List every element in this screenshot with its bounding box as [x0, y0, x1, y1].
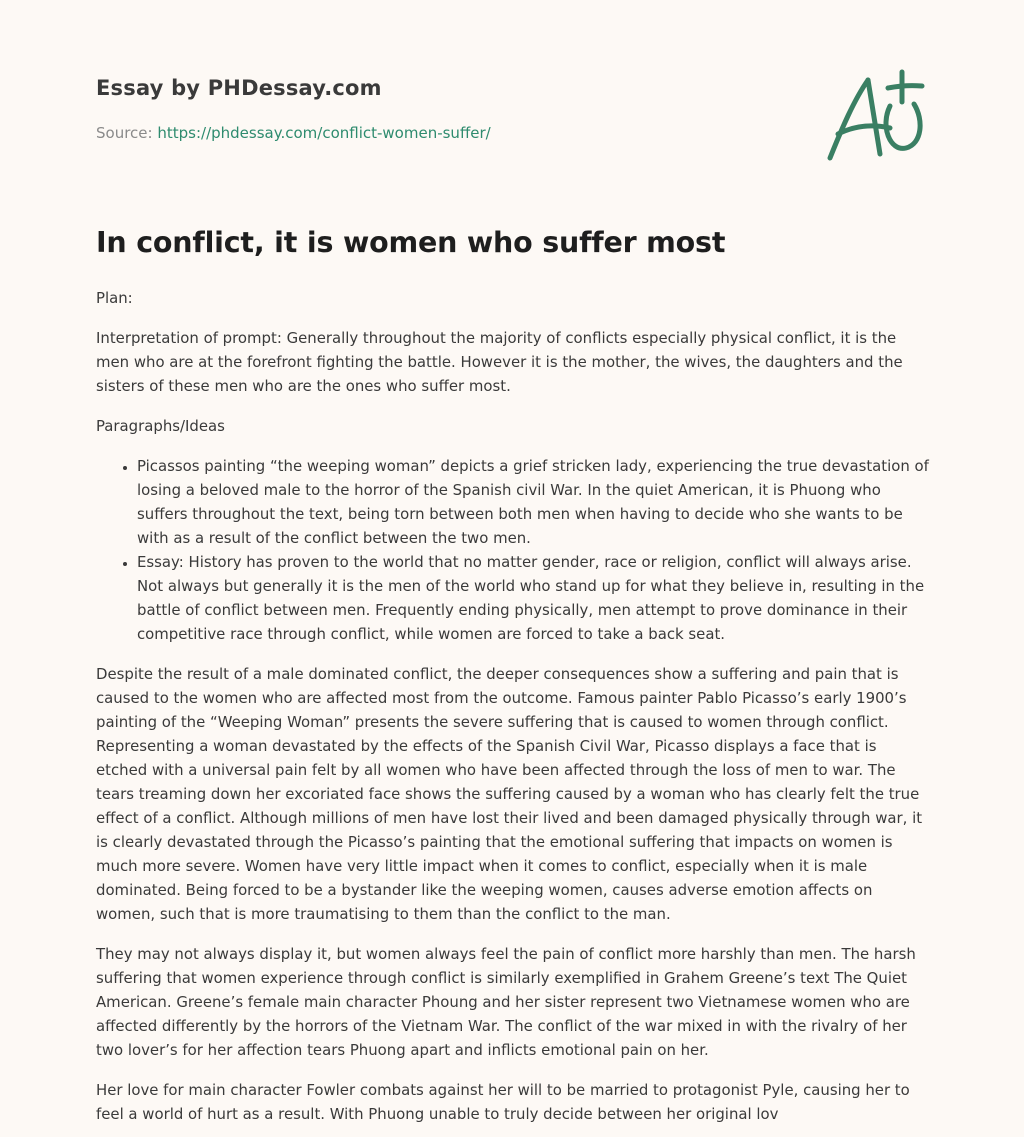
site-title: Essay by PHDessay.com [96, 76, 382, 100]
list-item: • Picassos painting “the weeping woman” depicts a grief stricken lady, experiencing the true devastation of losing a beloved male to the horror of the Spanish civil War. In the quiet American, it is Phuong who suffers throughout the text, being torn between both men when having to decide who she wants to be with as a result of the conflict between the two men. [137, 454, 932, 550]
source-link[interactable]: https://phdessay.com/conflict-women-suffer/ [157, 124, 491, 142]
essay-body [96, 286, 932, 1137]
a-plus-logo-icon [820, 66, 930, 166]
essay-title: In conflict, it is women who suffer most [96, 226, 726, 259]
plan-label: Plan: [96, 289, 133, 307]
body-paragraph: Her love for main character Fowler combats against her will to be married to protagonist Pyle, causing her to feel a world of hurt as a result. With Phuong unable to truly decide between her original lov [96, 1081, 910, 1123]
body-paragraph: Despite the result of a male dominated conflict, the deeper consequences show a suffering and pain that is caused to the women who are affected most from the outcome. Famous painter Pablo Picasso’s early 1900’s painting of the “Weeping Woman” presents the severe suffering that is caused to women through conflict. Representing a woman devastated by the effects of the Spanish Civil War, Picasso displays a face that is etched with a universal pain felt by all women who have been affected through the loss of men to war. The tears treaming down her excoriated face shows the suffering caused by a woman who has clearly felt the true effect of a conflict. Although millions of men have lost their lived and been damaged physically through war, it is clearly devastated through the Picasso’s painting that the emotional suffering that impacts on women is much more severe. Women have very little impact when it comes to conflict, especially when it is male dominated. Being forced to be a bystander like the weeping women, causes adverse emotion affects on women, such that is more traumatising to them than the conflict to the man. [96, 665, 923, 923]
source-label: Source: [96, 124, 153, 142]
interpretation-paragraph: Interpretation of prompt: Generally throughout the majority of conflicts especially physical conflict, it is the men who are at the forefront fighting the battle. However it is the mother, the wives, the daughters and the sisters of these men who are the ones who suffer most. [96, 329, 903, 395]
ideas-list [96, 454, 932, 646]
logo-graphic [820, 66, 930, 166]
body-paragraph: They may not always display it, but women always feel the pain of conflict more harshly than men. The harsh suffering that women experience through conflict is similarly exemplified in Grahem Greene’s text The Quiet American. Greene’s female main character Phoung and her sister represent two Vietnamese women who are affected differently by the horrors of the Vietnam War. The conflict of the war mixed in with the rivalry of her two lover’s for her affection tears Phuong apart and inflicts emotional pain on her. [96, 945, 916, 1059]
source-line [96, 124, 491, 142]
ideas-label: Paragraphs/Ideas [96, 417, 225, 435]
list-item: • Essay: History has proven to the world that no matter gender, race or religion, conflict will always arise. Not always but generally it is the men of the world who stand up for what they believe in, resulting in the battle of conflict between men. Frequently ending physically, men attempt to prove dominance in their competitive race through conflict, while women are forced to take a back seat. [137, 550, 932, 646]
